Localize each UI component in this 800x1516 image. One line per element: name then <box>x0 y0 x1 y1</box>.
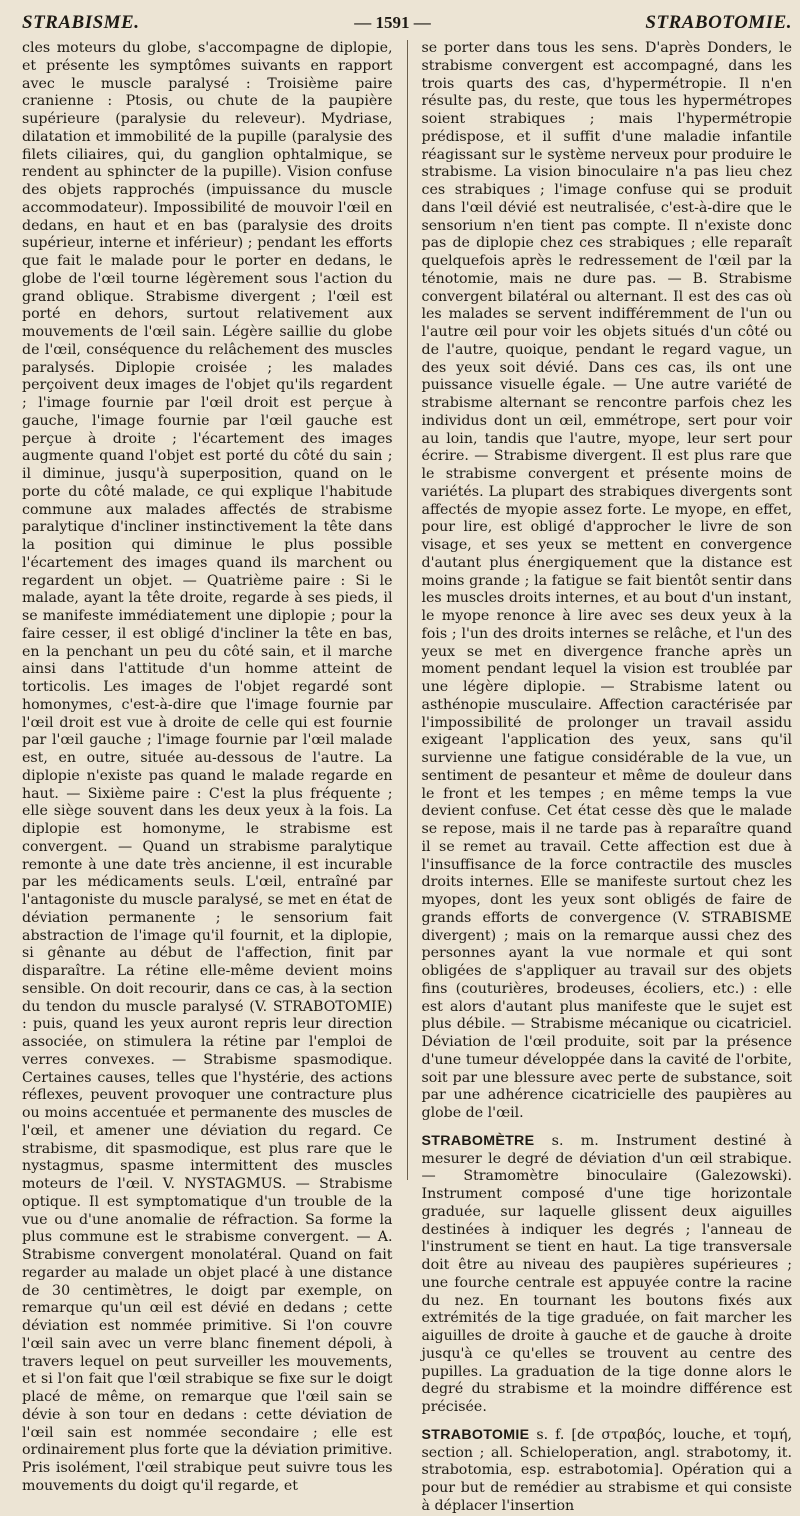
column-divider <box>407 40 408 1180</box>
running-head-right: STRABOTOMIE. <box>645 12 792 33</box>
right-column <box>421 40 793 1514</box>
entry-strabometre <box>422 1133 793 1417</box>
page-number: — 1591 — <box>354 13 431 32</box>
page-header <box>22 6 792 40</box>
entry-head-strabotomie: STRABOTOMIE <box>421 1426 530 1443</box>
entry-body-strabometre: s. m. Instrument destiné à mesurer le degré de déviation d'un œil strabique. — Stramomètre binoculaire (Galezowski). Instrument composé d'une tige horizontale graduée, sur laquelle glissent deux aiguilles destinées à indiquer les degrés ; l'anneau de l'instrument se tient en haut. La tige transversale doit être au niveau des paupières supérieures ; une fourche centrale est appuyée contre la racine du nez. En tournant les boutons fixés aux extrémités de la tige graduée, on fait marcher les aiguilles de droite à gauche et de gauche à droite jusqu'à ce qu'elles se trouvent au centre des pupilles. La graduation de la tige donne alors le degré du strabisme et la moindre différence est précisée. <box>421 1132 792 1415</box>
text-columns <box>22 40 792 1514</box>
right-column-text: se porter dans tous les sens. D'après Donders, le strabisme convergent est accompagné, dans les trois quarts des cas, d'hypermétropie. Il n'en résulte pas, du reste, que tous les hypermétropes soient strabiques ; mais l'hypermétropie prédispose, et il suffit d'une maladie infantile réagissant sur le système nerveux pour produire le strabisme. La vision binoculaire n'a pas lieu chez ces strabiques ; l'image confuse qui se produit dans l'œil dévié est neutralisée, c'est-à-dire que le sensorium n'en tient pas compte. Il n'existe donc pas de diplopie chez ces strabiques ; elle reparaît quelquefois après le redressement de l'œil par la ténotomie, mais ne dure pas. — B. Strabisme convergent bilatéral ou alternant. Il est des cas où les malades se servent indifféremment de l'un ou l'autre œil pour voir les objets situés d'un côté ou de l'autre, quoique, pendant le regard vague, un des yeux soit dévié. Dans ces cas, ils ont une puissance visuelle égale. — Une autre variété de strabisme alternant se rencontre parfois chez les individus dont un œil, emmétrope, sert pour voir au loin, tandis que l'autre, myope, leur sert pour écrire. — Strabisme divergent. Il est plus rare que le strabisme convergent et présente moins de variétés. La plupart des strabiques divergents sont affectés de myopie assez forte. Le myope, en effet, pour lire, est obligé d'approcher le livre de son visage, et ses yeux se mettent en convergence d'autant plus énergiquement que la distance est moins grande ; la fatigue se fait bientôt sentir dans les muscles droits internes, et au bout d'un instant, le myope renonce à lire avec ses deux yeux à la fois ; l'un des droits internes se relâche, et l'un des yeux se met en divergence franche après un moment pendant lequel la vision est troublée par une légère diplopie. — Strabisme latent ou asthénopie musculaire. Affection caractérisée par l'impossibilité de prolonger un travail assidu exigeant l'application des yeux, sans qu'il survienne une fatigue considérable de la vue, un sentiment de pesanteur et même de douleur dans le front et les tempes ; en même temps la vue devient confuse. Cet état cesse dès que le malade se repose, mais il ne tarde pas à reparaître quand il se remet au travail. Cette affection est due à l'insuffisance de la force contractile des muscles droits internes. Elle se manifeste surtout chez les myopes, dont les yeux sont obligés de faire de grands efforts de convergence (V. STRABISME divergent) ; mais on la remarque aussi chez des personnes ayant la vue normale et qui sont obligées de s'appliquer au travail sur des objets fins (couturières, brodeuses, écoliers, etc.) : elle est alors d'autant plus manifeste que le sujet est plus débile. — Strabisme mécanique ou cicatriciel. Déviation de l'œil produite, soit par la présence d'une tumeur développée dans la cavité de l'orbite, soit par une blessure avec perte de substance, soit par une adhérence cicatricielle des paupières au globe de l'œil. <box>421 40 792 1121</box>
left-column <box>22 40 393 1494</box>
entry-head-strabometre: STRABOMÈTRE <box>421 1132 535 1149</box>
left-column-text: cles moteurs du globe, s'accompagne de diplopie, et présente les symptômes suivants en rapport avec le muscle paralysé : Troisième paire cranienne : Ptosis, ou chute de la paupière supérieure (paralysie du releveur). Mydriase, dilatation et immobilité de la pupille (paralysie des filets ciliaires, qui, du ganglion ophtalmique, se rendent au sphincter de la pupille). Vision confuse des objets rapprochés (impuissance du muscle accommodateur). Impossibilité de mouvoir l'œil en dedans, en haut et en bas (paralysie des droits supérieur, interne et inférieur) ; pendant les efforts que fait le malade pour le porter en dedans, le globe de l'œil tourne légèrement sous l'action du grand oblique. Strabisme divergent ; l'œil est porté en dehors, surtout relativement aux mouvements de l'œil sain. Légère saillie du globe de l'œil, conséquence du relâchement des muscles paralysés. Diplopie croisée ; les malades perçoivent deux images de l'objet qu'ils regardent ; l'image fournie par l'œil droit est perçue à gauche, l'image fournie par l'œil gauche est perçue à droite ; l'écartement des images augmente quand l'objet est porté du côté du sain ; il diminue, jusqu'à superposition, quand on le porte du côté malade, ce qui explique l'habitude commune aux malades affectés de strabisme paralytique d'incliner instinctivement la tête dans la position qui diminue le plus possible l'écartement des images quand ils marchent ou regardent un objet. — Quatrième paire : Si le malade, ayant la tête droite, regarde à ses pieds, il se manifeste immédiatement une diplopie ; pour la faire cesser, il est obligé d'incliner la tête en bas, en la penchant un peu du côté sain, et il marche ainsi dans l'attitude d'un homme atteint de torticolis. Les images de l'objet regardé sont homonymes, c'est-à-dire que l'image fournie par l'œil droit est vue à droite de celle qui est fournie par l'œil gauche ; l'image fournie par l'œil malade est, en outre, située au-dessous de l'autre. La diplopie n'existe pas quand le malade regarde en haut. — Sixième paire : C'est la plus fréquente ; elle siège souvent dans les deux yeux à la fois. La diplopie est homonyme, le strabisme est convergent. — Quand un strabisme paralytique remonte à une date très ancienne, il est incurable par les médicaments seuls. L'œil, entraîné par l'antagoniste du muscle paralysé, se met en état de déviation permanente ; le sensorium fait abstraction de l'image qu'il fournit, et la diplopie, si gênante au début de l'affection, finit par disparaître. La rétine elle-même devient moins sensible. On doit recourir, dans ce cas, à la section du tendon du muscle paralysé (V. STRABOTOMIE) : puis, quand les yeux auront repris leur direction associée, on stimulera la rétine par l'emploi de verres convexes. — Strabisme spasmodique. Certaines causes, telles que l'hystérie, des actions réflexes, peuvent provoquer une contracture plus ou moins accentuée et permanente des muscles de l'œil, et amener une déviation du regard. Ce strabisme, dit spasmodique, est plus rare que le nystagmus, spasme intermittent des muscles moteurs de l'œil. V. NYSTAGMUS. — Strabisme optique. Il est symptomatique d'un trouble de la vue ou d'une anomalie de réfraction. Sa forme la plus commune est le strabisme convergent. — A. Strabisme convergent monolatéral. Quand on fait regarder au malade un objet placé à une distance de 30 centimètres, le doigt par exemple, on remarque qu'un œil est dévié en dedans ; cette déviation est nommée primitive. Si l'on couvre l'œil sain avec un verre blanc finement dépoli, à travers lequel on peut surveiller les mouvements, et si l'on fait que l'œil strabique se fixe sur le doigt placé de même, on remarque que l'œil sain se dévie à son tour en dedans : cette déviation de l'œil sain est nommée secondaire ; elle est ordinairement plus forte que la déviation primitive. Pris isolément, l'œil strabique peut suivre tous les mouvements du doigt qu'il regarde, et <box>22 40 393 1494</box>
running-head-left: STRABISME. <box>22 12 140 33</box>
entry-strabotomie <box>422 1427 793 1516</box>
entry-body-strabotomie: s. f. [de στραβός, louche, et τομή, section ; all. Schieloperation, angl. strabotomy, it. strabotomia, esp. estrabotomia]. Opération qui a pour but de remédier au strabisme et qui consiste à déplacer l'insertion <box>421 1426 792 1514</box>
